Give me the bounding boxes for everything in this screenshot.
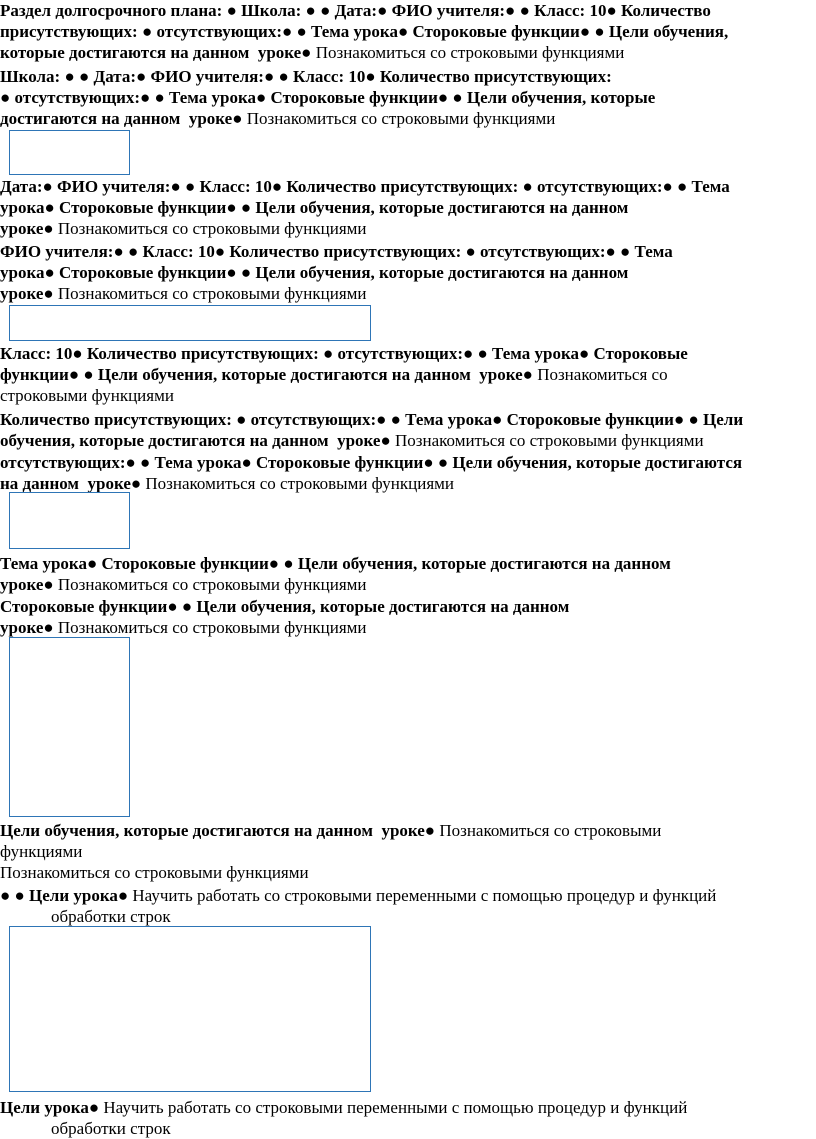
text-line bbox=[0, 262, 673, 283]
bold-run: Школа: ● ● Дата:● ФИО учителя:● ● Класс: 10● Количество присутствующих: bbox=[0, 67, 612, 86]
text-run: Познакомиться со строковыми функциями bbox=[57, 618, 367, 637]
text-line bbox=[0, 42, 728, 63]
text-line bbox=[0, 218, 730, 239]
text-block-8 bbox=[0, 553, 671, 595]
text-run: Научить работать со строковыми переменными с помощью процедур и функций bbox=[103, 1098, 688, 1117]
text-run: Научить работать со строковыми переменными с помощью процедур и функций bbox=[132, 886, 717, 905]
text-line bbox=[0, 1097, 687, 1118]
text-run: строковыми функциями bbox=[0, 386, 174, 405]
bold-run: достигаются на данном уроке● bbox=[0, 109, 247, 128]
text-line bbox=[0, 21, 728, 42]
text-run: Познакомиться со строковыми функциями bbox=[57, 575, 367, 594]
text-line bbox=[0, 906, 716, 927]
empty-frame-4 bbox=[9, 637, 130, 817]
text-line bbox=[0, 596, 569, 617]
text-block-2 bbox=[0, 66, 655, 129]
text-line bbox=[0, 553, 671, 574]
text-line bbox=[0, 197, 730, 218]
bold-run: Стороковые функции● ● Цели обучения, которые достигаются на данном bbox=[0, 597, 570, 616]
bold-run: ● ● Цели урока● bbox=[0, 886, 133, 905]
text-block-7 bbox=[0, 452, 742, 494]
text-run: Познакомиться со строковыми функциями bbox=[394, 431, 704, 450]
text-block-1 bbox=[0, 0, 728, 63]
text-run: Познакомиться со строковыми bbox=[439, 821, 662, 840]
bold-run: Цели обучения, которые достигаются на данном уроке● bbox=[0, 821, 440, 840]
bold-run: Класс: 10● Количество присутствующих: ● отсутствующих:● ● Тема урока● Стороковые bbox=[0, 344, 688, 363]
text-block-4 bbox=[0, 241, 673, 304]
bold-run: Дата:● ФИО учителя:● ● Класс: 10● Количество присутствующих: ● отсутствующих:● ● Тема bbox=[0, 177, 730, 196]
bold-run: присутствующих: ● отсутствующих:● ● Тема урока● Стороковые функции● ● Цели обучения, bbox=[0, 22, 729, 41]
bold-run: функции● ● Цели обучения, которые достигаются на данном уроке● bbox=[0, 365, 538, 384]
bold-run: которые достигаются на данном уроке● bbox=[0, 43, 316, 62]
bold-run: Цели урока● bbox=[0, 1098, 104, 1117]
bold-run: уроке● bbox=[0, 284, 58, 303]
text-block-12 bbox=[0, 885, 716, 927]
text-line bbox=[0, 364, 688, 385]
text-run: обработки строк bbox=[0, 907, 171, 926]
text-line bbox=[0, 385, 688, 406]
bold-run: урока● Стороковые функции● ● Цели обучения, которые достигаются на данном bbox=[0, 198, 629, 217]
bold-run: отсутствующих:● ● Тема урока● Стороковые функции● ● Цели обучения, которые достигаются bbox=[0, 453, 743, 472]
text-line bbox=[0, 1118, 687, 1139]
text-run: Познакомиться со bbox=[537, 365, 668, 384]
bold-run: ФИО учителя:● ● Класс: 10● Количество присутствующих: ● отсутствующих:● ● Тема bbox=[0, 242, 673, 261]
text-block-10 bbox=[0, 820, 661, 862]
text-run: Познакомиться со строковыми функциями bbox=[57, 284, 367, 303]
bold-run: Раздел долгосрочного плана: ● Школа: ● ● Дата:● ФИО учителя:● ● Класс: 10● Количество bbox=[0, 1, 711, 20]
text-block-13 bbox=[0, 1097, 687, 1139]
text-run: Познакомиться со строковыми функциями bbox=[57, 219, 367, 238]
text-line bbox=[0, 108, 655, 129]
text-line bbox=[0, 343, 688, 364]
text-line bbox=[0, 176, 730, 197]
text-line bbox=[0, 862, 309, 883]
text-line bbox=[0, 66, 655, 87]
empty-frame-5 bbox=[9, 926, 371, 1092]
bold-run: уроке● bbox=[0, 618, 58, 637]
bold-run: Тема урока● Стороковые функции● ● Цели обучения, которые достигаются на данном bbox=[0, 554, 671, 573]
text-run: Познакомиться со строковыми функциями bbox=[145, 474, 454, 493]
text-block-3 bbox=[0, 176, 730, 239]
bold-run: Количество присутствующих: ● отсутствующих:● ● Тема урока● Стороковые функции● ● Цели bbox=[0, 410, 744, 429]
text-line bbox=[0, 452, 742, 473]
text-line bbox=[0, 409, 743, 430]
text-line bbox=[0, 841, 661, 862]
text-line bbox=[0, 283, 673, 304]
empty-frame-1 bbox=[9, 130, 130, 175]
text-block-6 bbox=[0, 409, 743, 451]
text-line bbox=[0, 241, 673, 262]
text-line bbox=[0, 430, 743, 451]
bold-run: на данном уроке● bbox=[0, 474, 146, 493]
text-block-5 bbox=[0, 343, 688, 406]
bold-run: уроке● bbox=[0, 575, 58, 594]
empty-frame-3 bbox=[9, 492, 130, 549]
text-line bbox=[0, 473, 742, 494]
bold-run: урока● Стороковые функции● ● Цели обучения, которые достигаются на данном bbox=[0, 263, 629, 282]
bold-run: обучения, которые достигаются на данном уроке● bbox=[0, 431, 395, 450]
text-run: функциями bbox=[0, 842, 83, 861]
text-line bbox=[0, 617, 569, 638]
bold-run: ● отсутствующих:● ● Тема урока● Стороковые функции● ● Цели обучения, которые bbox=[0, 88, 656, 107]
text-run: Познакомиться со строковыми функциями bbox=[0, 863, 309, 882]
text-line bbox=[0, 820, 661, 841]
text-run: Познакомиться со строковыми функциями bbox=[246, 109, 556, 128]
empty-frame-2 bbox=[9, 305, 371, 341]
text-line bbox=[0, 87, 655, 108]
text-run: обработки строк bbox=[0, 1119, 171, 1138]
text-line bbox=[0, 574, 671, 595]
text-line bbox=[0, 885, 716, 906]
text-block-11 bbox=[0, 862, 309, 883]
bold-run: уроке● bbox=[0, 219, 58, 238]
text-block-9 bbox=[0, 596, 569, 638]
text-run: Познакомиться со строковыми функциями bbox=[315, 43, 625, 62]
text-line bbox=[0, 0, 728, 21]
